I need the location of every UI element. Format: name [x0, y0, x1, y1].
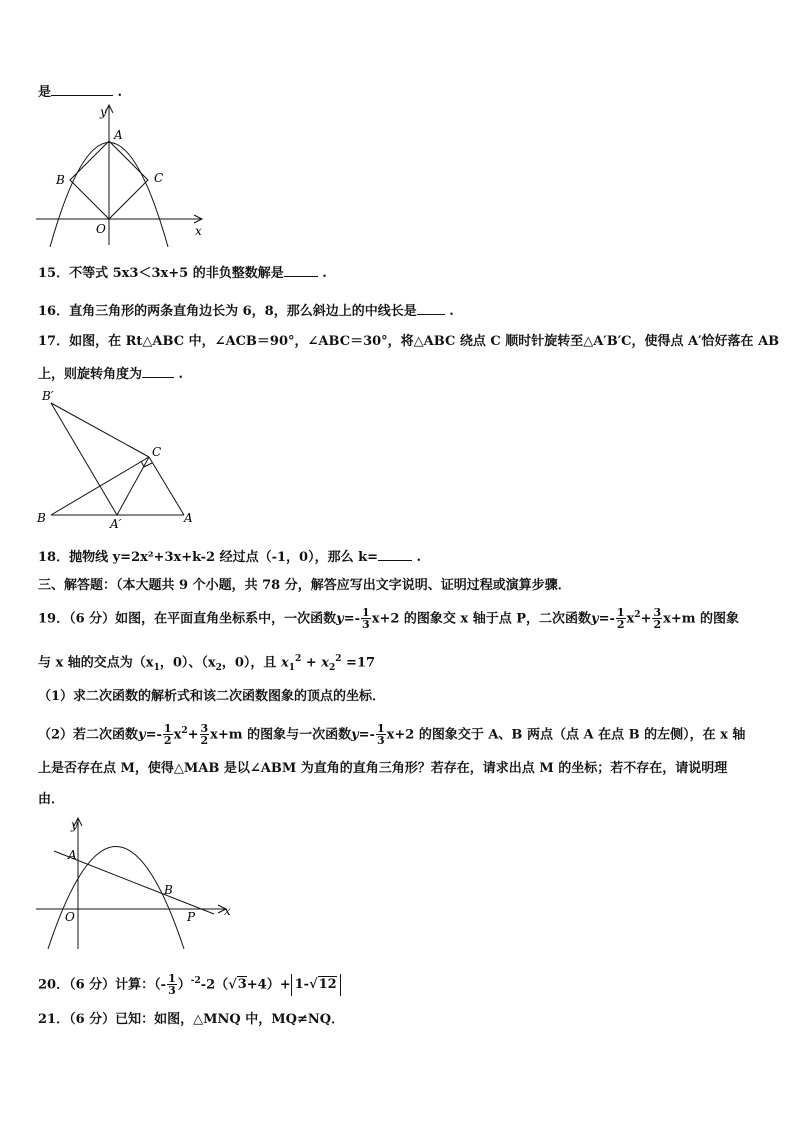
q20-a: 20．（6 分）计算：（- — [38, 977, 167, 993]
fraction-one-third — [361, 607, 371, 630]
q19-l1a: 19．（6 分）如图，在平面直角坐标系中，一次函数 — [38, 611, 337, 627]
den: 2 — [616, 618, 625, 632]
label-a: A — [114, 128, 123, 142]
label-a: A — [68, 848, 77, 862]
fraction-one-third — [167, 973, 177, 996]
label-y: y — [100, 105, 107, 119]
answer-blank — [142, 364, 174, 378]
den: 3 — [168, 984, 176, 998]
q20-c: -2（ — [200, 977, 229, 993]
label-c: C — [154, 171, 164, 185]
den: 2 — [163, 734, 172, 748]
question-19-part1: （1）求二次函数的解析式和该二次函数图象的顶点的坐标． — [38, 689, 386, 704]
fraction-one-half — [616, 607, 626, 630]
fraction-one-half — [163, 723, 173, 746]
q19-l2c: ，0），且 — [221, 655, 277, 671]
q18-end: . — [416, 550, 422, 565]
question-19-line1: 19．（6 分）如图，在平面直角坐标系中，一次函数y=- $\frac{1}{3}$ x+2 的图象交 x 轴于点 P，二次函数y=- $\frac{1}{2}$ $x^2+$ $\frac{3}{2}$ x+m 的图象 — [38, 606, 740, 632]
num: 3 — [200, 722, 209, 736]
q15-text: 15．不等式 5x3＜3x+5 的非负整数解是 — [38, 266, 284, 281]
question-20: 20．（6 分）计算：（- $\frac{1}{3}$ ）$^{-2}$-2（√3+4）+ 1-√12 — [38, 966, 341, 1000]
figure-parabola-line — [36, 814, 241, 950]
q16-text: 16．直角三角形的两条直角边长为 6，8，那么斜边上的中线长是 — [38, 304, 417, 319]
num: 1 — [616, 606, 625, 620]
num: 1 — [168, 972, 176, 986]
q19-l2b: ，0）、（x — [159, 655, 216, 671]
segment-b1a1 — [51, 403, 117, 515]
q15-end: . — [322, 266, 327, 281]
answer-blank — [51, 82, 113, 96]
den: 2 — [200, 734, 209, 748]
label-a: A — [184, 511, 193, 525]
sqrt-three: 3 — [237, 977, 247, 993]
label-o: O — [65, 910, 75, 924]
q19-l2a: 与 x 轴的交点为（x — [38, 655, 154, 671]
q14-text: 是 — [38, 85, 52, 100]
num: 1 — [163, 722, 172, 736]
q14-tail — [38, 82, 122, 102]
num: 3 — [653, 606, 662, 620]
fraction-one-third — [376, 723, 386, 746]
label-b-prime: B′ — [42, 389, 54, 403]
q19-p2a: （2）若二次函数 — [38, 727, 139, 743]
den: 2 — [653, 618, 662, 632]
num: 1 — [376, 722, 385, 736]
label-b: B — [56, 173, 65, 187]
section-three-heading: 三、解答题：（本大题共 9 个小题，共 78 分，解答应写出文字说明、证明过程或演算步骤． — [38, 578, 571, 593]
question-17-line1: 17．如图，在 Rt△ABC 中，∠ACB＝90°，∠ABC＝30°，将△ABC 绕点 C 顺时针旋转至△A′B′C，使得点 A′恰好落在 AB — [38, 334, 780, 349]
q19-p2b: x+m 的图象与一次函数 — [210, 727, 352, 743]
sqrt-twelve: 12 — [318, 976, 337, 992]
answer-blank — [378, 547, 412, 561]
q20-e: +4）+ — [246, 977, 291, 993]
label-y: y — [71, 818, 78, 832]
q20-b: ） — [177, 977, 191, 993]
answer-blank — [417, 301, 445, 315]
question-16 — [38, 301, 454, 321]
num: 1 — [362, 606, 370, 620]
label-x: x — [224, 904, 231, 918]
figure-rotated-triangle — [36, 386, 206, 531]
fraction-three-halves — [200, 723, 210, 746]
label-b: B — [164, 883, 173, 897]
question-17-line2 — [38, 364, 183, 384]
fraction-three-halves — [652, 607, 662, 630]
question-19-part2-cont: 上是否存在点 M，使得△MAB 是以∠ABM 为直角的直角三角形？若存在，请求出点 M 的坐标；若不存在，请说明理 — [38, 761, 728, 776]
q19-l2d: =17 — [346, 655, 376, 671]
q14-end: . — [117, 85, 123, 100]
q17-end: . — [178, 367, 184, 382]
segment-b1c — [51, 403, 149, 457]
label-c: C — [152, 445, 162, 459]
label-b: B — [37, 511, 46, 525]
segment-ca — [149, 457, 184, 515]
question-19-part2-end: 由． — [38, 792, 65, 807]
question-21: 21．（6 分）已知：如图，△MNQ 中，MQ≠NQ． — [38, 1012, 345, 1027]
label-x: x — [195, 224, 202, 238]
figure-parabola-square — [36, 102, 211, 247]
q19-p2c: x+2 的图象交于 A、B 两点（点 A 在点 B 的左侧），在 x 轴 — [386, 727, 746, 743]
answer-blank — [284, 263, 318, 277]
label-p: P — [187, 910, 196, 924]
label-a-prime: A′ — [110, 517, 122, 531]
absolute-value: 1-√12 — [291, 974, 341, 996]
question-19-part2: （2）若二次函数y=- $\frac{1}{2}$ $x^2+$ $\frac{3}{2}$ x+m 的图象与一次函数y=- $\frac{1}{3}$ x+2 的图象交于 A、B 两点（点 A 在点 B 的左侧），在 x 轴 — [38, 722, 746, 748]
question-19-line2: 与 x 轴的交点为（$x_1$，0）、（$x_2$，0），且 $x_1^2 + x_2^2 =17$ — [38, 654, 376, 673]
label-o: O — [96, 222, 106, 236]
q20-f: 1- — [294, 976, 310, 992]
q19-l1c: x+m 的图象 — [663, 611, 740, 627]
q17-line2-text: 上，则旋转角度为 — [38, 367, 143, 382]
den: 3 — [362, 618, 370, 632]
q16-end: . — [449, 304, 454, 319]
question-15 — [38, 263, 327, 283]
q18-text: 18．抛物线 y=2x²+3x+k-2 经过点（-1，0），那么 k= — [38, 550, 378, 565]
den: 3 — [376, 734, 385, 748]
segment-a1c — [117, 457, 149, 515]
question-18 — [38, 547, 421, 567]
q19-l1b: x+2 的图象交 x 轴于点 P，二次函数 — [371, 611, 592, 627]
